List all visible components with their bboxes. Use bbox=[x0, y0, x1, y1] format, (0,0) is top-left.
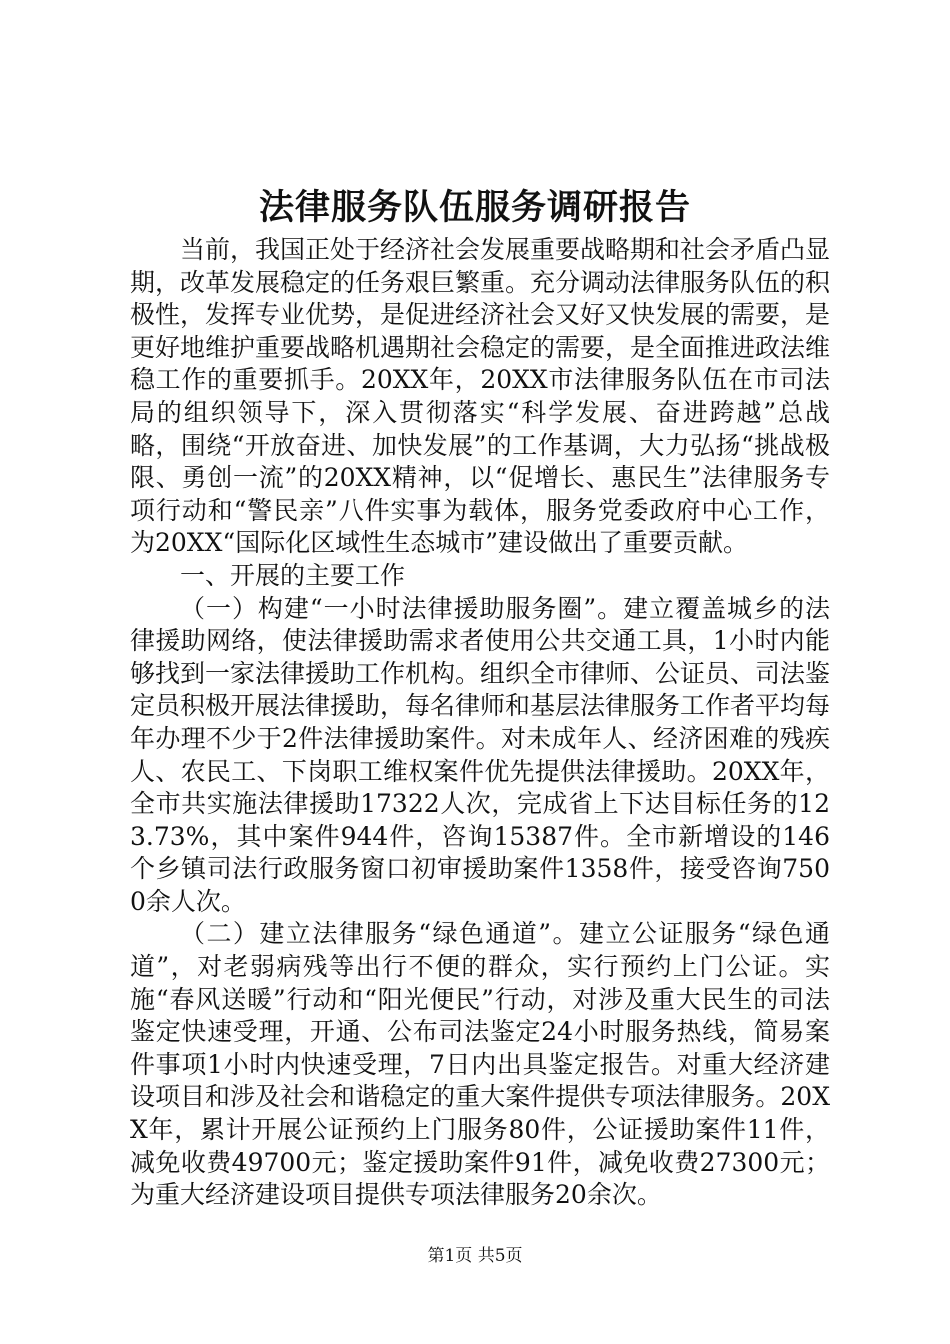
intro-paragraph: 当前，我国正处于经济社会发展重要战略期和社会矛盾凸显期，改革发展稳定的任务艰巨繁重。充分调动法律服务队伍的积极性，发挥专业优势，是促进经济社会又好又快发展的需要，是更好地维护重要战略机遇期社会稳定的需要，是全面推进政法维稳工作的重要抓手。20XX年，20XX市法律服务队伍在市司法局的组织领导下，深入贯彻落实“科学发展、奋进跨越”总战略，围绕“开放奋进、加快发展”的工作基调，大力弘扬“挑战极限、勇创一流”的20XX精神，以“促增长、惠民生”法律服务专项行动和“警民亲”八件实事为载体，服务党委政府中心工作，为20XX“国际化区域性生态城市”建设做出了重要贡献。 bbox=[130, 235, 831, 558]
section-paragraph-2: （二）建立法律服务“绿色通道”。建立公证服务“绿色通道”，对老弱病残等出行不便的群众，实行预约上门公证。实施“春风送暖”行动和“阳光便民”行动，对涉及重大民生的司法鉴定快速受理，开通、公布司法鉴定24小时服务热线，简易案件事项1小时内快速受理，7日内出具鉴定报告。对重大经济建设项目和涉及社会和谐稳定的重大案件提供专项法律服务。20XX年，累计开展公证预约上门服务80件，公证援助案件11件，减免收费49700元；鉴定援助案件91件，减免收费27300元；为重大经济建设项目提供专项法律服务20余次。 bbox=[130, 919, 830, 1210]
document-title: 法律服务队伍服务调研报告 bbox=[258, 187, 691, 228]
page-number-footer: 第1页 共5页 bbox=[427, 1246, 523, 1266]
section-heading: 一、开展的主要工作 bbox=[180, 560, 406, 590]
document-body bbox=[130, 234, 830, 1212]
section-paragraph-1: （一）构建“一小时法律援助服务圈”。建立覆盖城乡的法律援助网络，使法律援助需求者使用公共交通工具，1小时内能够找到一家法律援助工作机构。组织全市律师、公证员、司法鉴定员积极开展法律援助，每名律师和基层法律服务工作者平均每年办理不少于2件法律援助案件。对未成年人、经济困难的残疾人、农民工、下岗职工维权案件优先提供法律援助。20XX年，全市共实施法律援助17322人次，完成省上下达目标任务的123.73%，其中案件944件，咨询15387件。全市新增设的146个乡镇司法行政服务窗口初审援助案件1358件，接受咨询7500余人次。 bbox=[130, 593, 831, 916]
